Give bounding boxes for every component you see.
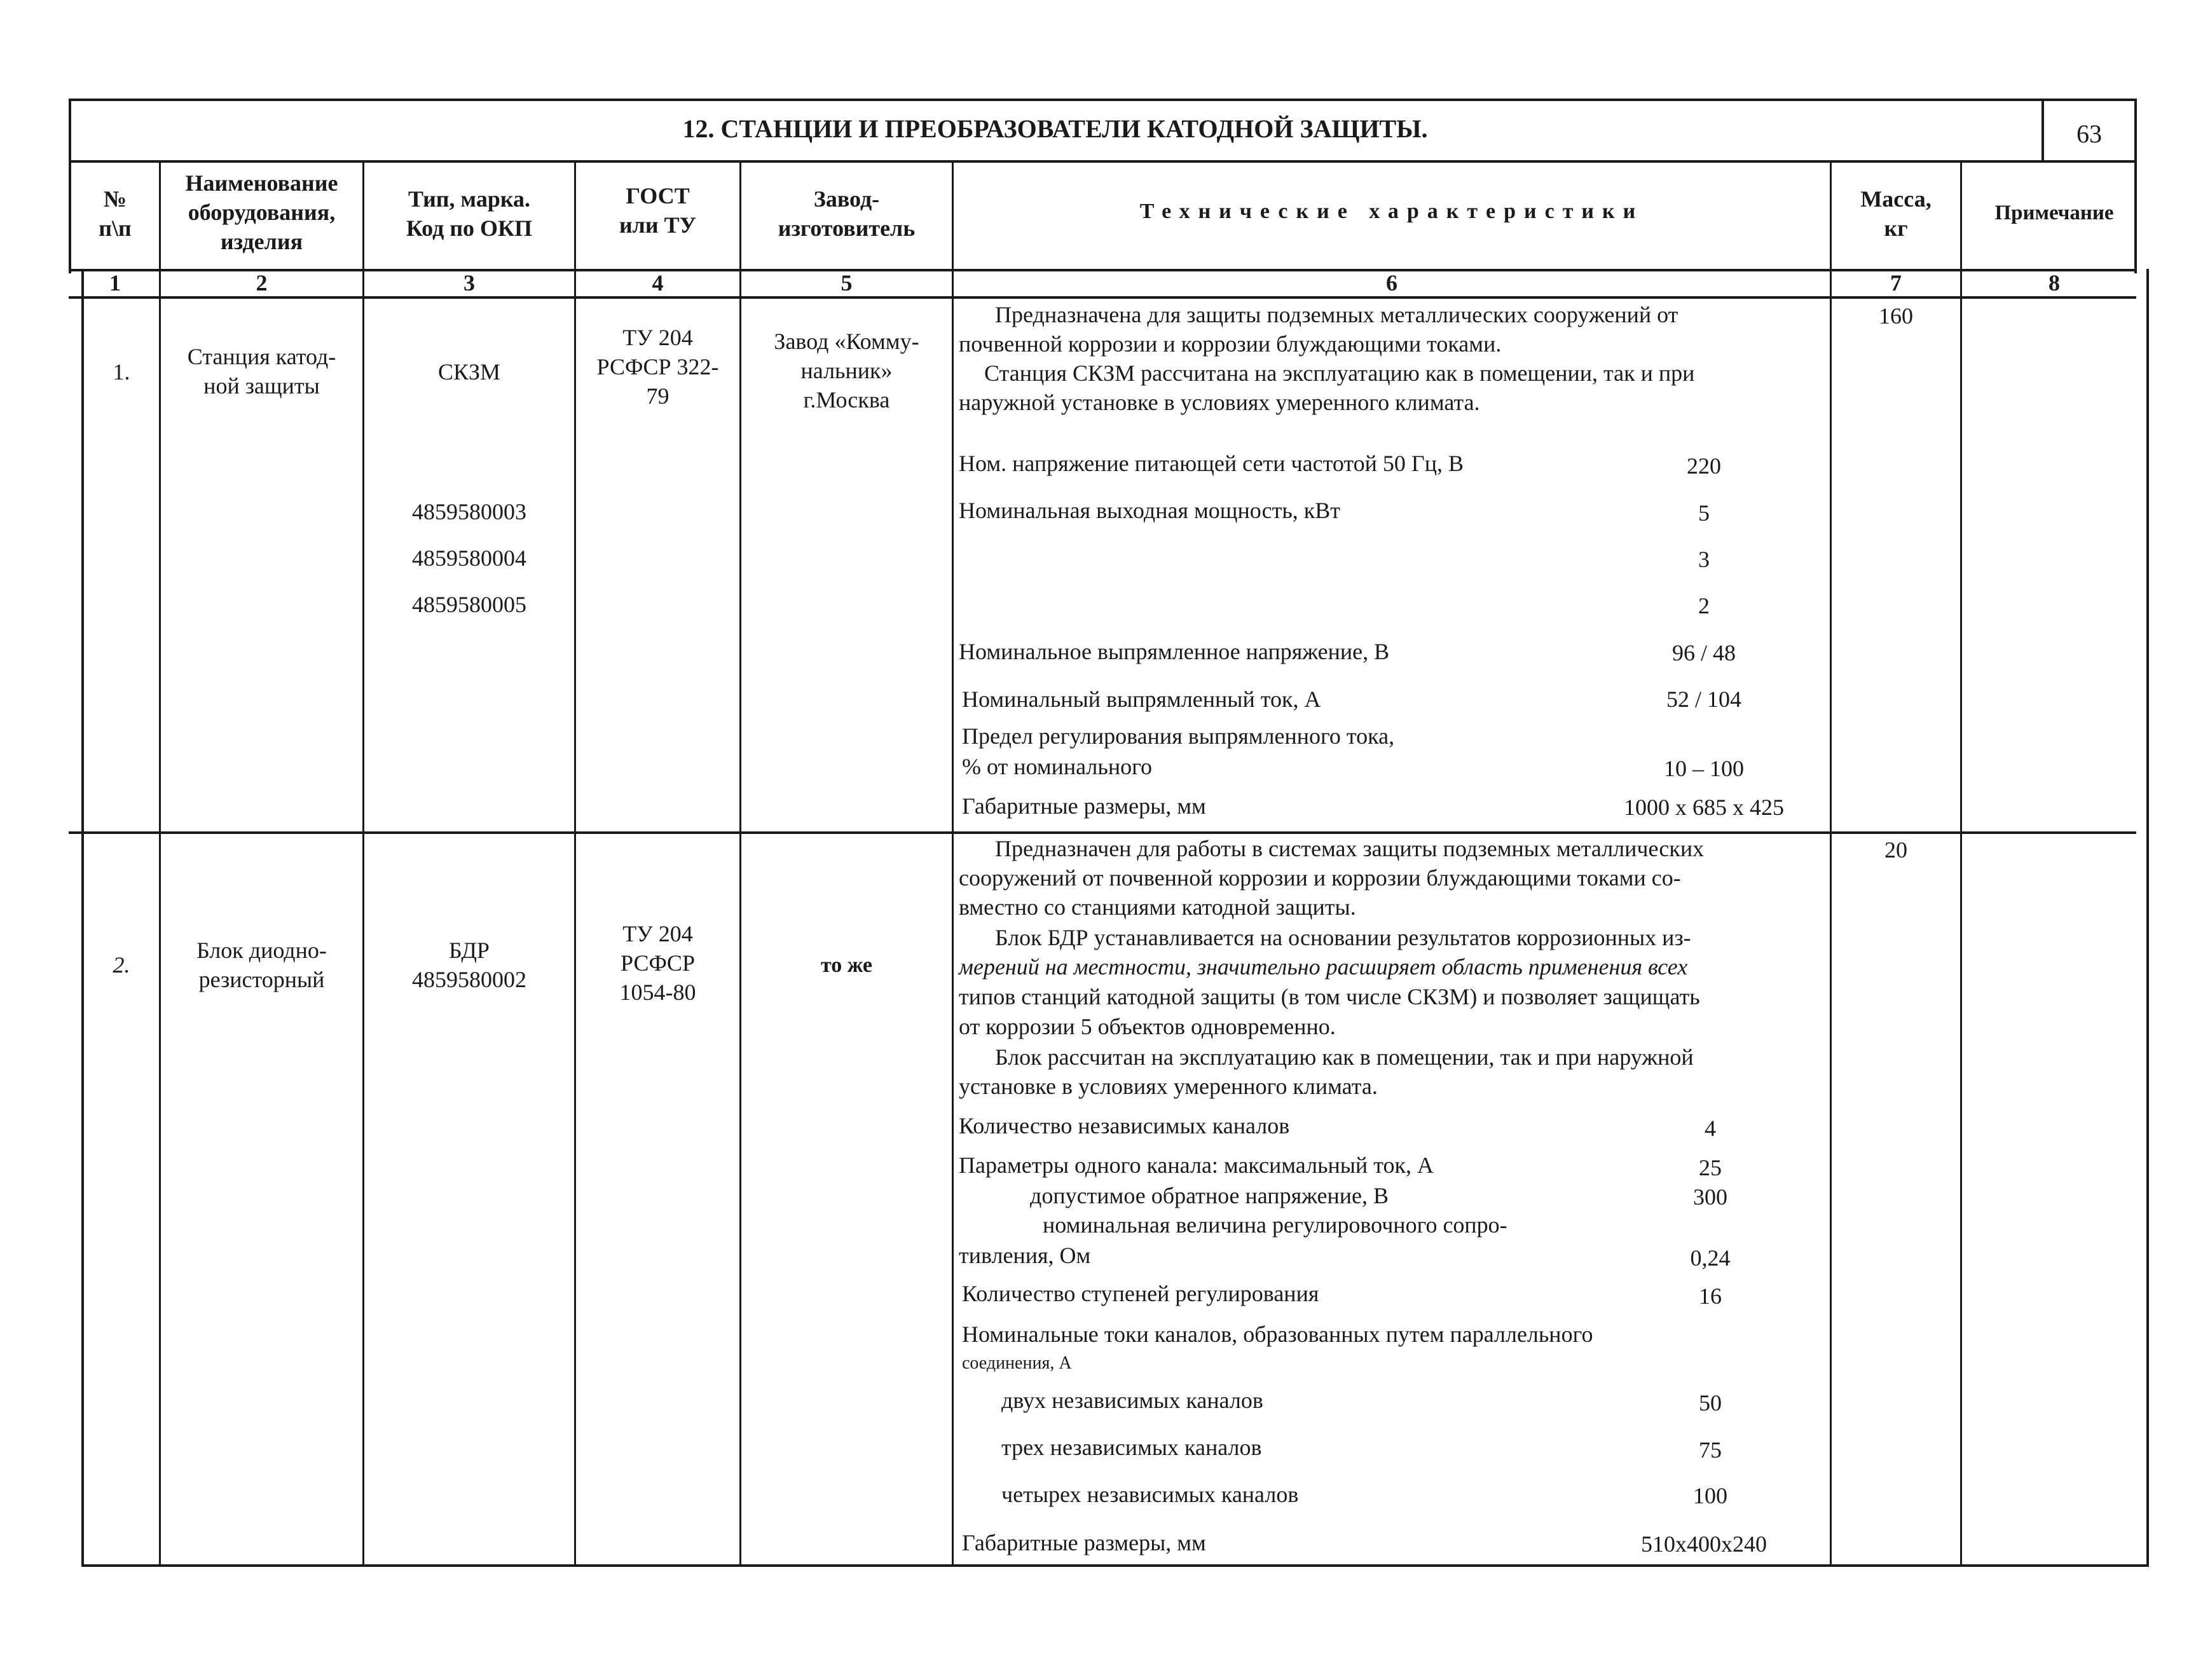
spec-label: % от номинального: [962, 754, 1152, 779]
spec-value: 300: [1693, 1184, 1727, 1210]
spec-value: 96 / 48: [1671, 640, 1736, 666]
mass-value: 20: [1884, 837, 1907, 863]
col-header-mass: Масса, кг: [1860, 186, 1932, 241]
col-num-1: 1: [109, 270, 121, 296]
spec-label: соединения, А: [962, 1353, 1072, 1373]
spec-label: тивления, Ом: [959, 1243, 1091, 1268]
col-num-2: 2: [256, 270, 268, 296]
col-num-5: 5: [841, 270, 853, 296]
okp-code: 4859580005: [412, 592, 526, 617]
description-line: установке в условиях умеренного климата.: [959, 1074, 1378, 1099]
spec-label: Ном. напряжение питающей сети частотой 50 Гц, В: [959, 451, 1464, 476]
page-title: 12. СТАНЦИИ И ПРЕОБРАЗОВАТЕЛИ КАТОДНОЙ ЗАЩИТЫ.: [682, 114, 1428, 143]
spec-label: номинальная величина регулировочного сопро-: [1043, 1212, 1507, 1238]
equipment-type: СКЗМ: [437, 359, 501, 385]
equipment-type: БДР 4859580002: [412, 938, 526, 992]
spec-label: Номинальное выпрямленное напряжение, В: [959, 639, 1390, 664]
col-header-gost: ГОСТ или ТУ: [619, 183, 697, 238]
spec-label: Количество ступеней регулирования: [962, 1281, 1319, 1306]
spec-value: 50: [1699, 1390, 1722, 1416]
spec-value: 2: [1698, 593, 1710, 618]
spec-label: Номинальные токи каналов, образованных путем параллельного: [962, 1321, 1593, 1347]
okp-code: 4859580004: [412, 545, 526, 571]
spec-label: Предел регулирования выпрямленного тока,: [962, 723, 1395, 749]
col-num-3: 3: [463, 270, 475, 296]
spec-value: 75: [1699, 1437, 1722, 1463]
mass-value: 160: [1879, 303, 1913, 329]
spec-value: 4: [1705, 1116, 1716, 1141]
col-header-type: Тип, марка. Код по ОКП: [406, 186, 533, 241]
okp-code: 4859580003: [412, 499, 526, 524]
description-line: почвенной коррозии и коррозии блуждающими токами.: [959, 331, 1502, 357]
description-line: Блок БДР устанавливается на основании результатов коррозионных из-: [995, 925, 1691, 950]
col-num-6: 6: [1386, 270, 1397, 296]
equipment-name: Блок диодно- резисторный: [196, 938, 327, 992]
col-header-name: Наименование оборудования, изделия: [185, 170, 338, 254]
spec-label: Номинальная выходная мощность, кВт: [959, 498, 1341, 523]
spec-value: 0,24: [1690, 1245, 1731, 1271]
gost-spec: ТУ 204 РСФСР 322- 79: [596, 325, 719, 409]
spec-label: допустимое обратное напряжение, В: [1030, 1183, 1389, 1208]
description-line: от коррозии 5 объектов одновременно.: [959, 1014, 1336, 1039]
equipment-name: Станция катод- ной защиты: [187, 344, 336, 399]
spec-label: Параметры одного канала: максимальный ток, А: [959, 1152, 1434, 1178]
col-header-number: № п\п: [99, 186, 132, 241]
description-line: Блок рассчитан на эксплуатацию как в помещении, так и при наружной: [995, 1044, 1694, 1070]
spec-label: трех независимых каналов: [1001, 1435, 1262, 1460]
spec-value: 1000 х 685 х 425: [1624, 795, 1784, 820]
manufacturer: Завод «Комму- нальник» г.Москва: [774, 329, 919, 413]
spec-value: 52 / 104: [1666, 686, 1741, 712]
col-header-specs: Технические характеристики: [1139, 200, 1644, 223]
description-line: Станция СКЗМ рассчитана на эксплуатацию как в помещении, так и при: [984, 360, 1695, 386]
col-num-7: 7: [1890, 270, 1902, 296]
spec-label: Габаритные размеры, мм: [962, 1530, 1206, 1555]
spec-value: 220: [1687, 453, 1721, 479]
spec-label: Номинальный выпрямленный ток, А: [962, 686, 1321, 712]
spec-value: 100: [1693, 1483, 1727, 1508]
spec-label: Габаритные размеры, мм: [962, 793, 1206, 819]
col-header-maker: Завод- изготовитель: [778, 186, 916, 241]
description-line: наружной установке в условиях умеренного климата.: [959, 390, 1480, 415]
spec-value: 3: [1698, 547, 1710, 572]
description-line: сооружений от почвенной коррозии и коррозии блуждающими токами со-: [959, 865, 1681, 891]
col-header-note: Примечание: [1994, 201, 2114, 224]
spec-value: 16: [1699, 1283, 1722, 1309]
spec-value: 25: [1699, 1155, 1722, 1180]
description-line: вместно со станциями катодной защиты.: [959, 894, 1356, 920]
description-line: Предназначена для защиты подземных металлических сооружений от: [995, 302, 1678, 327]
spec-value: 5: [1698, 500, 1710, 526]
page-number: 63: [2076, 120, 2102, 148]
row-number: 1.: [113, 359, 130, 385]
description-line: Предназначен для работы в системах защиты подземных металлических: [995, 836, 1705, 861]
description-line: типов станций катодной защиты (в том числе СКЗМ) и позволяет защищать: [959, 984, 1700, 1009]
spec-label: четырех независимых каналов: [1001, 1482, 1299, 1507]
manufacturer: то же: [820, 953, 873, 977]
description-line: мерений на местности, значительно расширяет область применения всех: [959, 954, 1688, 980]
row-number: 2.: [113, 952, 130, 978]
col-num-8: 8: [2049, 270, 2060, 296]
spec-value: 10 – 100: [1664, 756, 1744, 781]
spec-label: Количество независимых каналов: [959, 1113, 1290, 1138]
spec-value: 510х400х240: [1641, 1531, 1767, 1557]
spec-label: двух независимых каналов: [1001, 1388, 1263, 1413]
gost-spec: ТУ 204 РСФСР 1054-80: [619, 921, 696, 1005]
col-num-4: 4: [652, 270, 664, 296]
